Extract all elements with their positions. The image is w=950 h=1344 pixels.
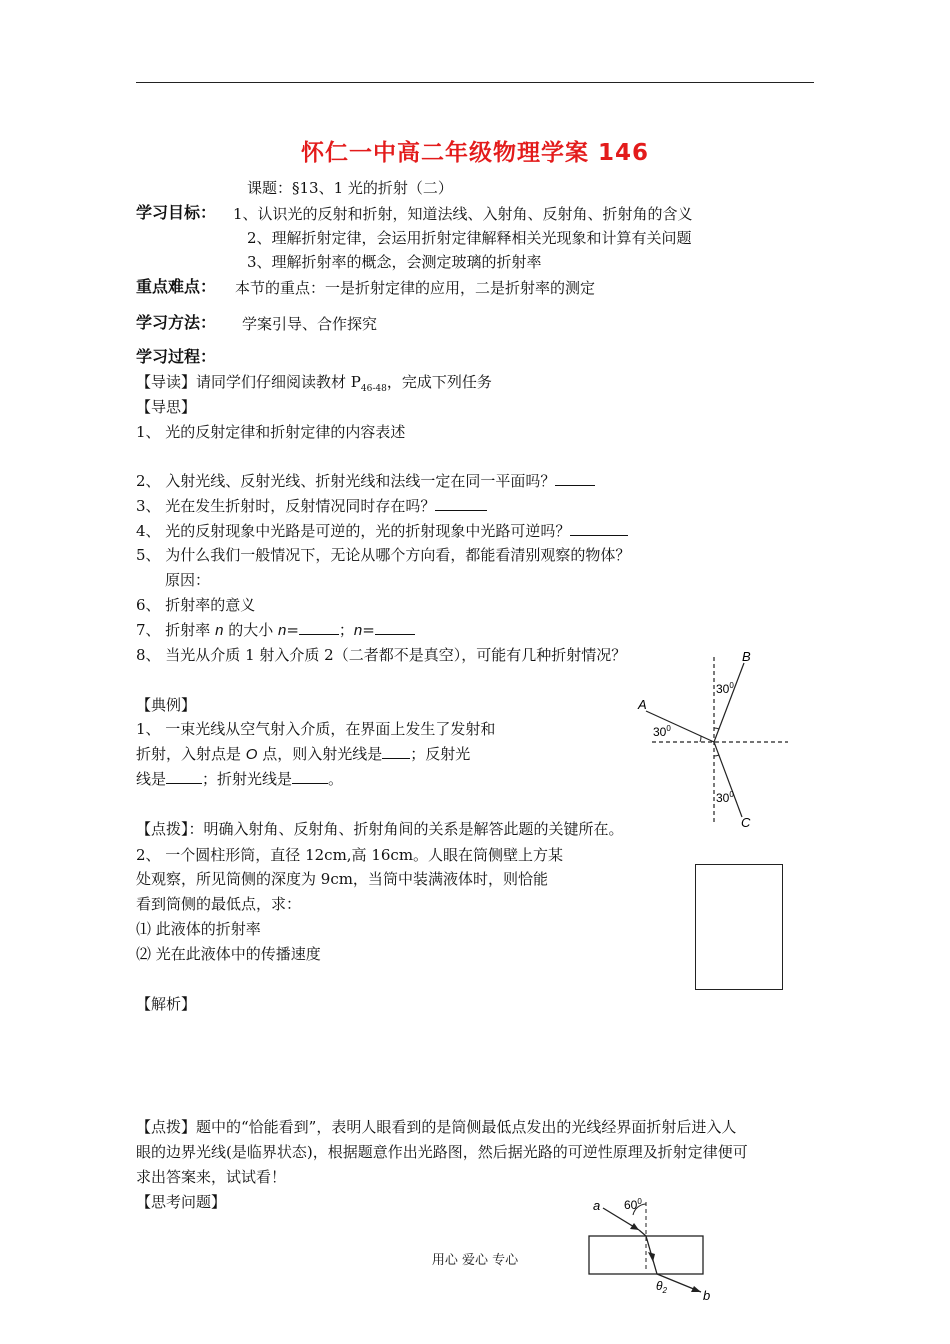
top-rule [136,82,814,83]
example-2-line4: ⑴ 此液体的折射率 [136,920,261,938]
question-2-text: 2、 入射光线、反射光线、折射光线和法线一定在同一平面吗？ [136,472,556,490]
dianbo-2-line2: 眼的边界光线(是临界状态)，根据题意作出光路图，然后据光路的可逆性原理及折射定律便可 [136,1143,748,1161]
ex1-text-d: 线是 [136,770,167,788]
angle-arc-a [700,736,701,742]
key-label: 重点难点： [136,277,217,296]
jiexi-heading: 【解析】 [136,995,197,1013]
arrow-emergent-icon [691,1286,701,1292]
question-5: 5、 为什么我们一般情况下，无论从哪个方向看，都能看清别观察的物体？ [136,546,631,564]
answer-blank-3[interactable] [435,496,487,511]
label-b: B [742,649,751,664]
ray-b [714,663,744,742]
page-title: 怀仁一中高二年级物理学案 146 [300,140,650,166]
ray-c [714,742,742,817]
example-2-line5: ⑵ 光在此液体中的传播速度 [136,945,321,963]
label-c: C [741,815,751,830]
ex1-text-b: 点，则入射光线是 [257,745,383,763]
label-a: a [593,1198,601,1213]
sikao-heading: 【思考问题】 [136,1193,227,1211]
answer-blank-refracted[interactable] [292,769,328,784]
q7-text-b: 的大小 [223,621,278,639]
angle-arc-c [714,755,719,756]
q7-text-a: 7、 折射率 [136,621,216,639]
answer-blank-reflected[interactable] [166,769,202,784]
ex1-text-f: 。 [328,770,344,788]
figure-reflection-refraction [620,645,800,835]
dianbo-2-line1: 【点拨】题中的“恰能看到”，表明人眼看到的是筒侧最低点发出的光线经界面折射后进入人 [136,1118,737,1136]
ex1-point-o: O [245,746,258,763]
dianli-heading: 【典例】 [136,696,197,714]
daodu-pages: 46-48 [360,384,387,394]
goal-1: 1、认识光的反射和折射，知道法线、入射角、反射角、折射角的含义 [233,205,693,223]
answer-blank-7b[interactable] [375,620,415,635]
q7-eq1: = [286,621,299,639]
question-3 [136,496,487,516]
question-4 [136,521,628,541]
daodu-suffix: ，完成下列任务 [386,373,492,391]
answer-blank-4[interactable] [570,521,628,536]
question-6: 6、 折射率的意义 [136,596,256,614]
angle-arc-b [714,728,719,729]
example-2-line2: 处观察，所见筒侧的深度为 9cm，当筒中装满液体时，则恰能 [136,870,548,888]
goal-3: 3、理解折射率的概念，会测定玻璃的折射率 [247,253,542,271]
ray-a-end [639,1230,646,1236]
arrow-incident-icon [630,1223,639,1230]
question-8: 8、 当光从介质 1 射入介质 2（二者都不是真空），可能有几种折射情况？ [136,646,627,664]
method-label: 学习方法： [136,313,217,332]
q7-n: n [215,622,224,639]
angle-label-60: $60^0$ [624,1197,642,1212]
question-5-reason: 原因： [165,571,211,589]
q7-n1: n [277,622,287,639]
question-4-text: 4、 光的反射现象中光路是可逆的，光的折射现象中光路可逆吗？ [136,522,571,540]
ex1-text-c: ；反射光 [410,745,471,763]
example-1-line3 [136,769,343,789]
example-1-line2 [136,744,470,765]
q7-eq2: = [362,621,375,639]
angle-label-c: $30^0$ [716,790,734,805]
angle-label-a: $30^0$ [653,724,671,739]
daosi-heading: 【导思】 [136,398,197,416]
answer-blank-incident[interactable] [382,744,410,759]
example-1-line1: 1、 一束光线从空气射入介质，在界面上发生了发射和 [136,720,496,738]
q7-n2: n [353,622,363,639]
angle-label-b: $30^0$ [716,681,734,696]
goals-label: 学习目标： [136,203,217,222]
question-2 [136,471,595,491]
dianbo-2-line3: 求出答案来，试试看！ [136,1168,287,1186]
ex1-text-e: ；折射光线是 [202,770,293,788]
page-footer: 用心 爱心 专心 [431,1253,519,1268]
label-b: b [703,1288,711,1303]
method-text: 学案引导、合作探究 [242,315,378,333]
dianbo-1: 【点拨】：明确入射角、反射角、折射角间的关系是解答此题的关键所在。 [136,820,624,838]
label-a: A [638,697,647,712]
q7-sep: ； [338,621,354,639]
topic: 课题：§13、1 光的折射（二） [247,179,453,197]
example-2-line3: 看到筒侧的最低点，求： [136,895,302,913]
daodu-prefix: 【导读】请同学们仔细阅读教材 P [136,373,361,391]
angle-label-theta2: $\theta_2$ [656,1279,667,1295]
ex1-text-a: 折射，入射点是 [136,745,246,763]
figure-glass-slab [585,1192,725,1304]
question-3-text: 3、 光在发生折射时，反射情况同时存在吗？ [136,497,436,515]
question-1: 1、 光的反射定律和折射定律的内容表述 [136,423,406,441]
answer-blank-2[interactable] [555,471,595,486]
question-7 [136,620,415,641]
example-2-line1: 2、 一个圆柱形筒，直径 12cm,高 16cm。人眼在筒侧壁上方某 [136,846,564,864]
key-text: 本节的重点：一是折射定律的应用，二是折射率的测定 [235,279,596,297]
process-label: 学习过程： [136,347,217,366]
answer-blank-7a[interactable] [299,620,339,635]
goal-2: 2、理解折射定律，会运用折射定律解释相关光现象和计算有关问题 [247,229,692,247]
daodu-line [136,372,492,399]
cylinder-figure [695,864,783,990]
